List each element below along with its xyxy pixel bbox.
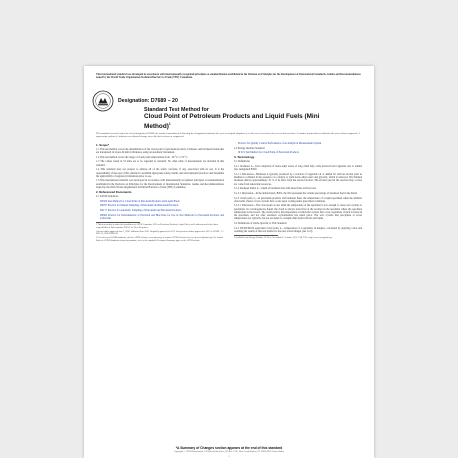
paragraph: 3.1.3.1 Discussion—The cloud point occurs when the temperature of the specimen is low enough to cause wax crystals to precipitate. In a homogeneous liquid, the cloud is always noted first at the location in the specimen where the specimen temperature is the lowest. The cloud point is the temperature at which the crystals first occur, regardless of their location in the specimen, and not after extensive crystallization has taken place. The wax crystals that precipitate at lower temperatures are typically, but not excluded to, straight-chain hydrocarbons and lipids.: [234, 204, 362, 221]
document-title-text: Cloud Point of Petroleum Products and Liquid Fuels (Mini Method): [144, 113, 320, 130]
left-column: [96, 142, 224, 243]
paragraph: 3.1 Definitions:: [234, 160, 251, 164]
referenced-document[interactable]: D6300 Practice for Determination of Precision and Bias Data for Use in Test Methods for Petroleum Products and Lubricants: [100, 213, 224, 220]
referenced-document[interactable]: IP 219 Test Method for Cloud Point of Petroleum Products: [238, 151, 299, 155]
section-heading: 3. Terminology: [234, 155, 255, 160]
paragraph: 1.5 This international standard was developed in accordance with internationally recognized principles on standardization established in the Decision on Principles for the Development of International Standards, Guides and Recommendations issued by the World Trade Organization Technical Barriers to Trade (TBT) Committee.: [96, 179, 224, 189]
paragraph: 3.1.2 biodiesel blend, n.—blend of biodiesel fuel with diesel fuels and fuel oils.: [234, 187, 317, 191]
referenced-document[interactable]: D4057 Practice for Manual Sampling of Petroleum and Petroleum Products: [100, 204, 179, 208]
designation: Designation: D7689 − 20: [118, 98, 178, 104]
section-heading: 1. Scope*: [96, 142, 110, 147]
referenced-document[interactable]: D2500 Test Method for Cloud Point of Petroleum Products and Liquid Fuels: [100, 199, 180, 203]
astm-logo-icon: [92, 90, 114, 112]
standard-label: Standard Test Method for: [144, 107, 209, 113]
right-column: [234, 142, 362, 241]
paragraph: 3.1.3 cloud point, n.—in petroleum products and biodiesel fuels, the temperature of a liquid specimen when the smallest observable cluster of wax crystals first occurs upon cooling under prescribed conditions.: [234, 196, 362, 203]
footnote: 2 For referenced ASTM standards, visit the ASTM website, www.astm.org, or contact ASTM Customer Service at service@astm.org. For Annual Book of ASTM Standards volume information, refer to the standard's Document Summary page on the ASTM website.: [96, 237, 224, 242]
referenced-document[interactable]: D4177 Practice for Automatic Sampling of Petroleum and Petroleum Products: [100, 208, 182, 212]
copyright-line: Copyright © ASTM International, 100 Barr Harbor Drive, PO Box C700, West Conshohocken, PA 19428-2959. United States: [173, 451, 285, 453]
page-number: 1: [228, 454, 230, 458]
footnote: 1 This test method is under the jurisdiction of ASTM Committee D02 on Petroleum Products, Liquid Fuels, and Lubricants and is the direct responsibility of Subcommittee D02.07 on Flow Properties.: [96, 224, 219, 230]
footnote: Current edition approved June 1, 2020. Published June 2020. Originally approved in 2011. Last previous edition approved in 2017 as D7689 – 17. DOI: 10.1520/D7689-20.: [96, 230, 224, 236]
paragraph: 3.1.1.1 Discussion—Biodiesel is typically produced by a reaction of vegetable oil or animal fat with an alcohol such as methanol or ethanol in the presence of a catalyst to yield mono-alkyl esters and glycerin, which is removed. The finished biodiesel derives approximately 10 % of its mass from the reacted alcohol. The alcohol used in the reaction may or may not come from renewable resources.: [234, 172, 362, 186]
issued-note: This standard is issued under the fixed designation D7689; the number immediately following the designation indicates the year of original adoption or, in the case of revision, the year of last revision. A number in parentheses indicates the year of last reapproval. A superscript epsilon (ε) indicates an editorial change since the last revision or reapproval.: [96, 132, 360, 139]
paragraph: 3.1.2.1 Discussion—In the abbreviation, BXX, the XX represents the volume percentage of biodiesel fuel in the blend.: [234, 191, 358, 195]
footnote-divider: [96, 222, 140, 223]
summary-of-changes-notice: *A Summary of Changes section appears at the end of this standard: [175, 446, 283, 450]
title-footnote-mark: 1: [168, 121, 171, 126]
header-notice: This international standard was developed in accordance with internationally recognized principles on standardization established in the Decision on Principles for the Development of International Standards, Guides and Recommendations issued by the World Trade Organization Technical Barriers to Trade (TBT) Committee.: [96, 73, 361, 80]
paragraph: 1.2 This test method covers the range of cloud point temperatures from −56 °C to +6 °C.: [96, 155, 188, 159]
title-block: [144, 107, 334, 130]
paragraph: 1.4 This standard does not purport to address all of the safety concerns, if any, associated with its use. It is the responsibility of the user of this standard to establish appropriate safety, health, and environmental practices and determine the applicability of regulatory limitations prior to use.: [96, 168, 224, 178]
footnote: 3 Available from Energy Institute, 61 New Cavendish St., London, W1G 7AR, U.K., http://www.energyinst.org.: [234, 237, 333, 240]
paragraph: 3.1.1 biodiesel, n.—fuel comprised of mono-alkyl esters of long chain fatty acids derived from vegetable oils or animal fats, designated B100.: [234, 165, 362, 172]
document-title: [144, 113, 334, 130]
paragraph: 2.2 Energy Institute Standard:: [234, 146, 266, 150]
referenced-document[interactable]: Practice for Quality Control Performance of an Analytical Measurement System: [238, 142, 322, 145]
paragraph: 1.1 This test method covers the determination of the cloud point of petroleum products, biodiesel, and biodiesel blends that are transparent in layers 40 mm in thickness, using an automatic instrument.: [96, 147, 224, 155]
section-heading: 2. Referenced Documents: [96, 189, 132, 194]
document-page: [84, 66, 374, 458]
paragraph: 1.3 The values stated in SI units are to be regarded as standard. No other units of measurement are included in this standard.: [96, 160, 224, 167]
paragraph: 3.2.1 D2500/IP219 equivalent cloud point, n.—temperature of a specimen, in integers, calculated by applying a bias and rounding the results of this test method to the next lowest integer (see 12.2).: [234, 226, 362, 233]
paragraph: 2.1 ASTM Standards:: [96, 195, 119, 198]
paragraph: 3.2 Definitions of Terms Specific to This Standard:: [234, 222, 288, 226]
